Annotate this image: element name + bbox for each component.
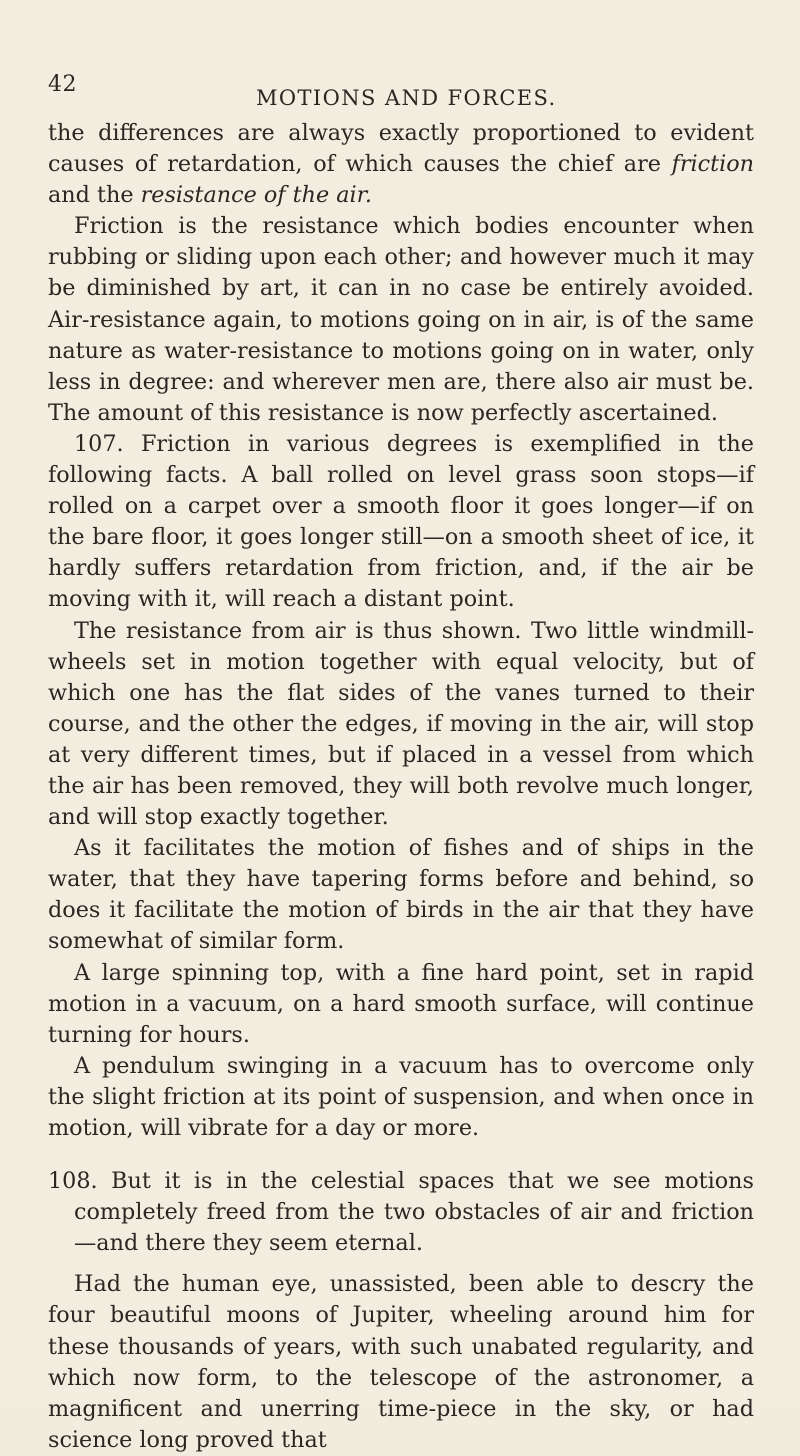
paragraph-air-resistance: The resistance from air is thus shown. Two little windmill-wheels set in motion together with equal velocity, but of which one has the flat sides of the vanes turned to their course, and the other the edges, if moving in the air, will stop at very different times, but if placed in a vessel from which the air has been removed, they will both revolve much longer, and will stop exactly together. bbox=[48, 617, 754, 831]
paragraph-pendulum: A pendulum swinging in a vacuum has to overcome only the slight friction at its point of suspension, and when once in motion, will vibrate for a day or more. bbox=[48, 1052, 754, 1141]
italic-resistance-of-air: resistance of the air. bbox=[140, 182, 372, 209]
page-header bbox=[48, 72, 760, 112]
page-number: 42 bbox=[48, 72, 77, 97]
italic-friction: friction bbox=[671, 151, 754, 178]
paragraph-107: 107. Friction in various degrees is exemplified in the following facts. A ball rolled on level grass soon stops—if rolled on a carpet over a smooth floor it goes longer—if on the bare floor, it goes longer still—on a smooth sheet of ice, it hardly suffers retardation from friction, and, if the air be moving with it, will reach a distant point. bbox=[48, 430, 754, 613]
paragraph-fishes-ships: As it facilitates the motion of fishes and of ships in the water, that they have tapering forms before and behind, so does it facilitate the motion of birds in the air that they have somewhat of similar form. bbox=[48, 835, 754, 955]
paragraph-108: 108. But it is in the celestial spaces that we see motions completely freed from the two obstacles of air and friction—and there they seem eternal. bbox=[48, 1168, 754, 1257]
body-text bbox=[48, 118, 754, 1456]
paragraph-friction-definition: Friction is the resistance which bodies encounter when rubbing or sliding upon each other; and however much it may be diminished by art, it can in no case be entirely avoided. Air-resistance again, to motions going on in air, is of the same nature as water-resistance to motions going on in water, only less in degree: and wherever men are, there also air must be. The amount of this resistance is now perfectly ascertained. bbox=[48, 213, 754, 426]
paragraph-spinning-top: A large spinning top, with a fine hard point, set in rapid motion in a vacuum, on a hard smooth surface, will continue turning for hours. bbox=[48, 959, 754, 1048]
paragraph-jupiter: Had the human eye, unassisted, been able to descry the four beautiful moons of Jupiter, wheeling around him for these thousands of years, with such unabated regularity, and which now form, to the telescope of the astronomer, a magnificent and unerring time-piece in the sky, or had science long proved that bbox=[48, 1271, 754, 1453]
running-title: MOTIONS AND FORCES. bbox=[256, 86, 557, 110]
paragraph-continuation: the differences are always exactly proportioned to evident causes of retardation, of which causes the chief are friction and the resistance of the air. bbox=[48, 120, 754, 209]
